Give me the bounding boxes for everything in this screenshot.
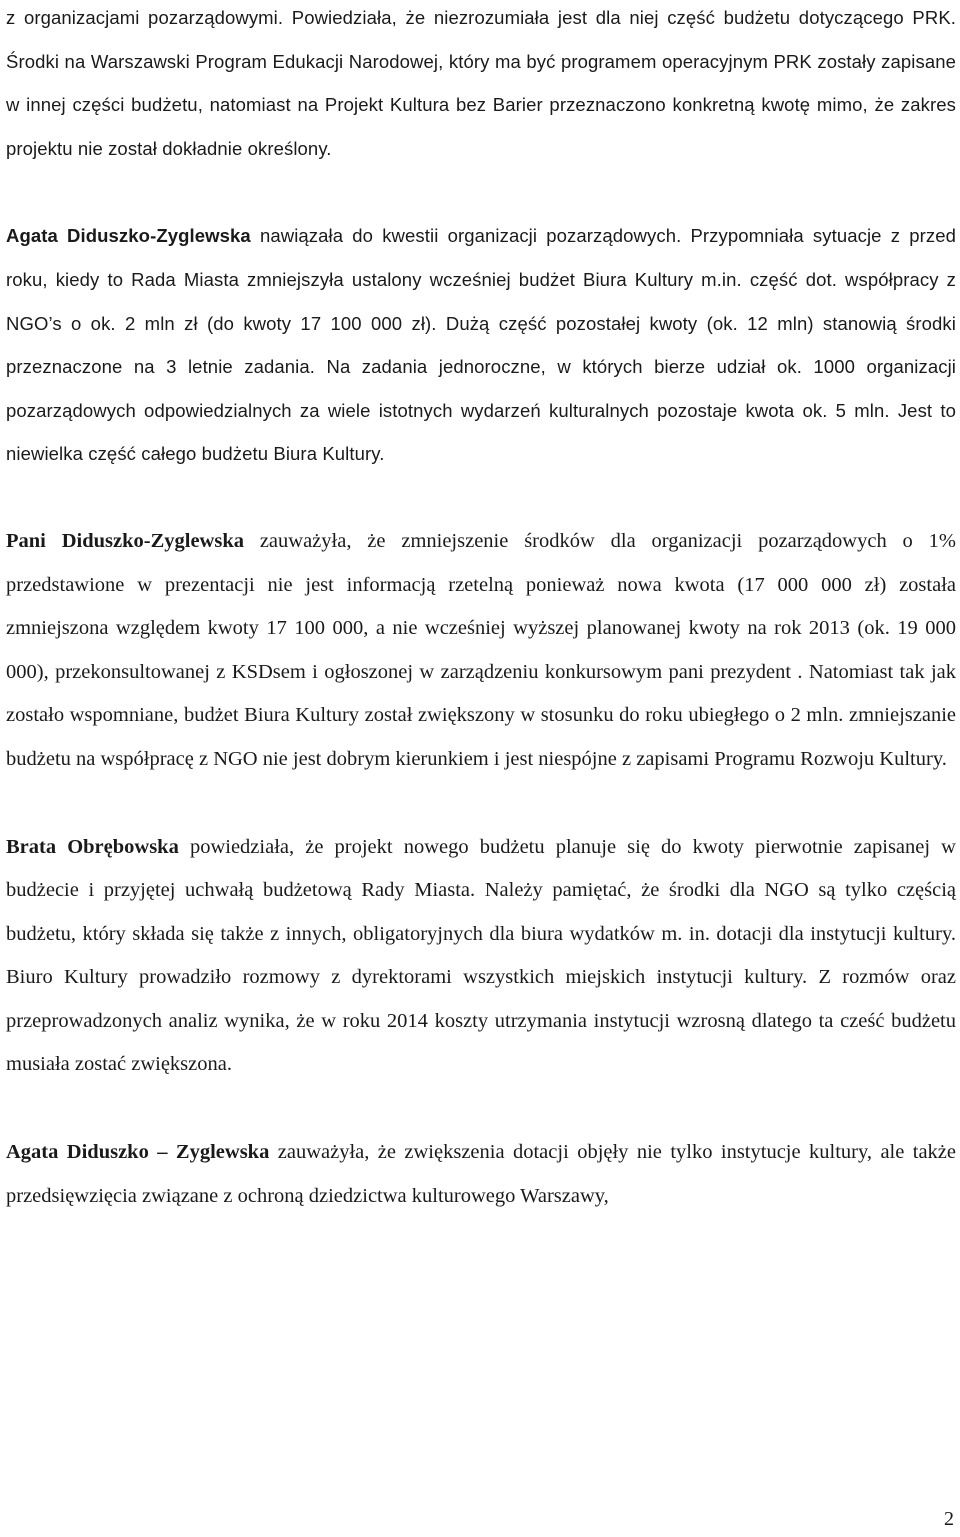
paragraph-diduszko-ngo [6,214,956,476]
paragraph-text: powiedziała, że projekt nowego budżetu planuje się do kwoty pierwotnie zapisanej w budżecie i przyjętej uchwałą budżetową Rady Miasta. Należy pamiętać, że środki dla NGO są tylko częścią budżetu, który składa się także z innych, obligatoryjnych dla biura wydatków m. in. dotacji dla instytucji kultury. Biuro Kultury prowadziło rozmowy z dyrektorami wszystkich miejskich instytucji kultury. Z rozmów oraz przeprowadzonych analiz wynika, że w roku 2014 koszty utrzymania instytucji wzrosną dlatego ta cześć budżetu musiała zostać zwiększona. [6,835,956,1076]
paragraph-text: zauważyła, że zmniejszenie środków dla organizacji pozarządowych o 1% przedstawione w prezentacji nie jest informacją rzetelną ponieważ nowa kwota (17 000 000 zł) została zmniejszona względem kwoty 17 100 000, a nie wcześniej wyższej planowanej kwoty na rok 2013 (ok. 19 000 000), przekonsultowanej z KSDsem i ogłoszonej w zarządzeniu konkursowym pani prezydent . Natomiast tak jak zostało wspomniane, budżet Biura Kultury został zwiększony w stosunku do roku ubiegłego o 2 mln. zmniejszanie budżetu na współpracę z NGO nie jest dobrym kierunkiem i jest niespójne z zapisami Programu Rozwoju Kultury. [6,529,956,770]
speaker-name: Brata Obrębowska [6,835,179,858]
paragraph-gap [6,476,956,520]
paragraph-gap [6,782,956,826]
paragraph-text: zauważyła, że zwiększenia dotacji objęły nie tylko instytucje kultury, ale także przedsięwzięcia związane z ochroną dziedzictwa kulturowego Warszawy, [6,1141,956,1207]
paragraph-text: nawiązała do kwestii organizacji pozarządowych. Przypomniała sytuacje z przed roku, kiedy to Rada Miasta zmniejszyła ustalony wcześniej budżet Biura Kultury m.in. część dot. współpracy z NGO’s o ok. 2 mln zł (do kwoty 17 100 000 zł). Dużą część pozostałej kwoty (ok. 12 mln) stanowią środki przeznaczone na 3 letnie zadania. Na zadania jednoroczne, w których bierze udział ok. 1000 organizacji pozarządowych odpowiedzialnych za wiele istotnych wydarzeń kulturalnych pozostaje kwota ok. 5 mln. Jest to niewielka część całego budżetu Biura Kultury. [6,225,956,465]
speaker-name: Agata Diduszko – Zyglewska [6,1141,270,1164]
paragraph-diduszko-dotacje [6,1131,956,1218]
paragraph-gap [6,170,956,214]
paragraph-intro [6,0,956,170]
paragraph-gap [6,1087,956,1131]
page-number: 2 [944,1508,954,1530]
paragraph-text: z organizacjami pozarządowymi. Powiedziała, że niezrozumiała jest dla niej część budżetu dotyczącego PRK. Środki na Warszawski Program Edukacji Narodowej, który ma być programem operacyjnym PRK zostały zapisane w innej części budżetu, natomiast na Projekt Kultura bez Barier przeznaczono konkretną kwotę mimo, że zakres projektu nie został dokładnie określony. [6,7,956,159]
document-page [6,0,956,1218]
paragraph-diduszko-reduction [6,520,956,782]
speaker-name: Agata Diduszko-Zyglewska [6,225,251,247]
paragraph-obrebowska [6,826,956,1088]
speaker-name: Pani Diduszko-Zyglewska [6,529,244,552]
